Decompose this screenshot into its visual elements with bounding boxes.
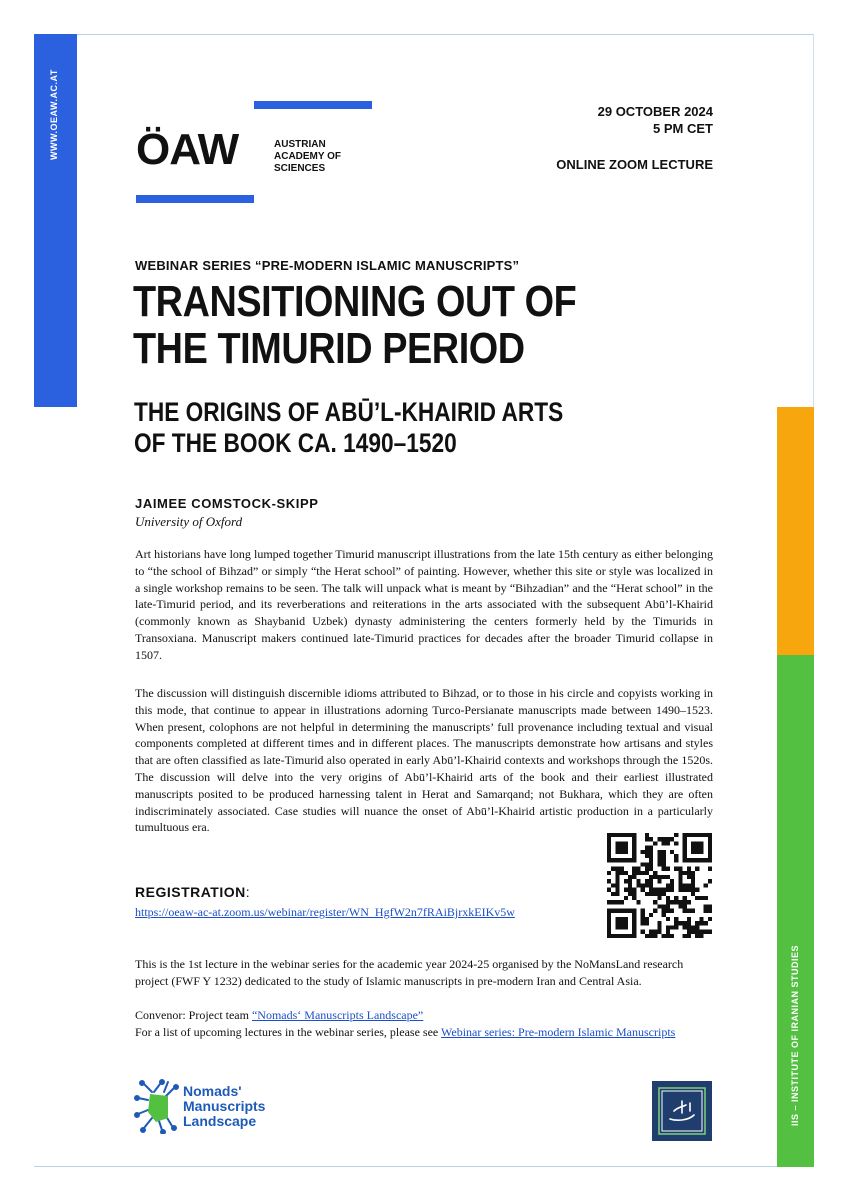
upcoming-line — [135, 1024, 715, 1041]
right-side-bar-orange — [777, 407, 814, 655]
upcoming-prefix: For a list of upcoming lectures in the webinar series, please see — [135, 1025, 442, 1039]
right-border-line — [813, 34, 814, 407]
logo-line: AUSTRIAN — [274, 139, 326, 150]
convenor-prefix: Convenor: Project team — [135, 1008, 252, 1022]
nml-line: Manuscripts — [183, 1098, 266, 1114]
top-border-line — [34, 34, 814, 35]
title-line: THE TIMURID PERIOD — [133, 324, 525, 373]
abstract-paragraph-2: The discussion will distinguish discernible idioms attributed to Bihzad, or to those in his circle and copyists working in this mode, that continue to appear in illustrations adorning Turco-Persianate manuscripts made between 1490–1523. When present, colophons are not helpful in determining the manuscripts’ full provenance including textual and visual components completed at different times and in different places. The manuscripts demonstrate how artisans and styles that are often classified as late-Timurid also operated in early Abū’l-Khairid contexts and workshops through the 1520s. The discussion will delve into the very origins of Abū’l-Khairid arts of the book and their earliest illustrated manuscripts posited to be produced harnessing talent in Herat and Samarqand; not Bukhara, which they are often indiscriminately associated. Case studies will nuance the onset of Abū’l-Khairid artistic production in a particularly tumultuous era. — [135, 686, 713, 835]
bottom-border-line — [34, 1166, 814, 1167]
registration-qr-code[interactable] — [607, 833, 712, 938]
logo-accent-top — [254, 101, 372, 109]
lecture-title — [133, 278, 576, 372]
registration-label-text: REGISTRATION — [135, 884, 246, 900]
abstract-paragraph-1: Art historians have long lumped together Timurid manuscript illustrations from the late 15th century as either belonging to “the school of Bihzad” or simply “the Herat school” of painting. However, whether this site or style was localized in a single workshop remains to be seen. The talk will unpack what is meant by “Bihzadian” and the “Herat school” in the late-Timurid period, and its reverberations and reiterations in the arts associated with the subsequent Abū’l-Khairid (commonly known as Shaybanid Uzbek) dynasty administering the centers formerly held by the Timurids in Transoxiana. Manuscript makers continued late-Timurid practices for decades after the broader Timurid collapse in 1507. — [135, 547, 713, 662]
oeaw-logo-mark: ÖAW — [136, 125, 239, 174]
event-format: ONLINE ZOOM LECTURE — [556, 157, 713, 172]
title-line: TRANSITIONING OUT OF — [133, 277, 577, 326]
nml-line: Nomads' — [183, 1083, 242, 1099]
convenor-link[interactable]: “Nomads‘ Manuscripts Landscape” — [251, 1008, 424, 1022]
webinar-series-link[interactable]: Webinar series: Pre-modern Islamic Manuscripts — [441, 1025, 676, 1039]
speaker-name: JAIMEE COMSTOCK-SKIPP — [135, 496, 319, 511]
iis-logo-icon — [652, 1081, 712, 1141]
subtitle-line: OF THE BOOK CA. 1490–1520 — [134, 428, 457, 458]
registration-colon: : — [245, 884, 251, 900]
series-note: This is the 1st lecture in the webinar series for the academic year 2024-25 organised by the NoMansLand research project (FWF Y 1232) dedicated to the study of Islamic manuscripts in pre-modern Iran and Central Asia. — [135, 957, 684, 988]
side-url-text: WWW.OEAW.AC.AT — [49, 69, 59, 160]
logo-line: ACADEMY OF — [274, 151, 342, 162]
logo-line: SCIENCES — [274, 163, 326, 174]
nml-line: Landscape — [183, 1113, 257, 1129]
iis-side-label: IIS – INSTITUTE OF IRANIAN STUDIES — [790, 944, 800, 1126]
convenor-line — [135, 1007, 715, 1024]
logo-accent-bottom — [136, 195, 254, 203]
registration-label — [135, 884, 250, 900]
event-time: 5 PM CET — [653, 121, 713, 136]
speaker-affiliation: University of Oxford — [135, 514, 243, 529]
lecture-subtitle — [134, 397, 563, 459]
event-date: 29 OCTOBER 2024 — [597, 104, 713, 119]
registration-link[interactable]: https://oeaw-ac-at.zoom.us/webinar/register/WN_HgfW2n7fRAiBjrxkEIKv5w — [135, 905, 515, 919]
oeaw-logo-text — [274, 139, 341, 175]
nml-logo-text — [183, 1084, 265, 1129]
subtitle-line: THE ORIGINS OF ABŪ’L-KHAIRID ARTS — [134, 397, 564, 427]
series-heading: WEBINAR SERIES “PRE-MODERN ISLAMIC MANUSCRIPTS” — [135, 258, 520, 273]
